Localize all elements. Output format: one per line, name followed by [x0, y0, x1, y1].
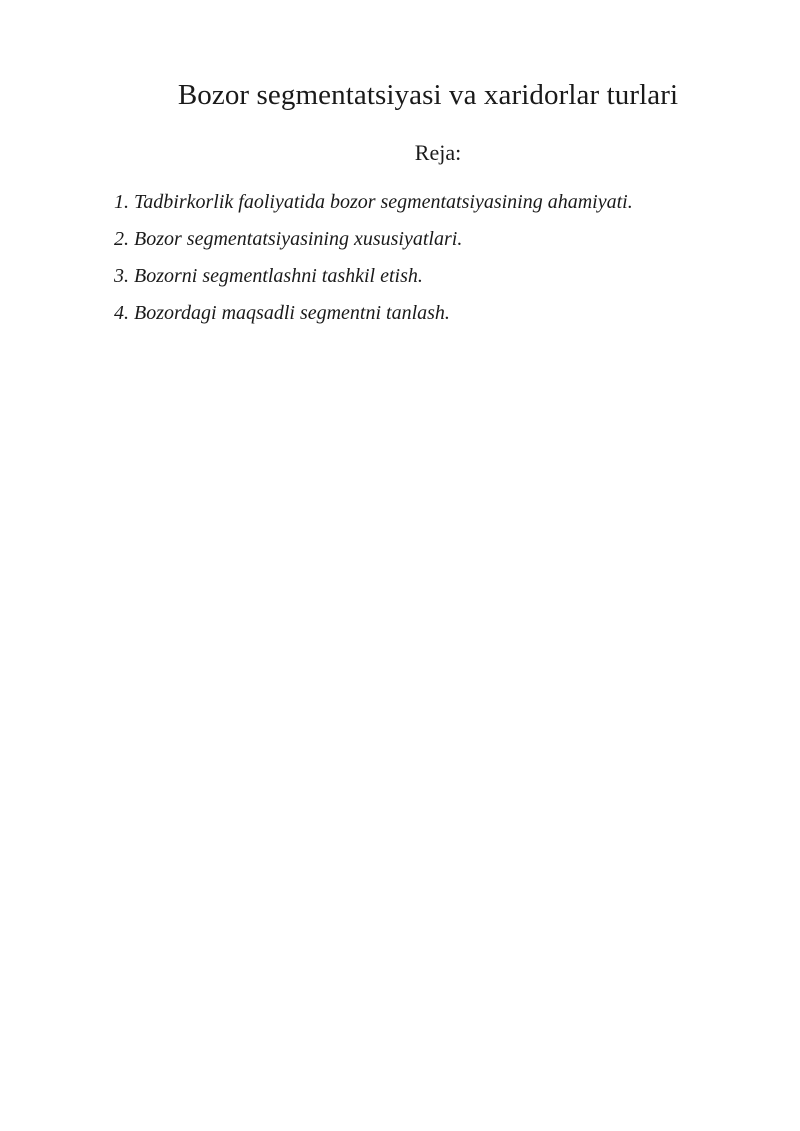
document-title: Bozor segmentatsiyasi va xaridorlar turlari: [177, 79, 679, 111]
plan-item-4: 4. Bozordagi maqsadli segmentni tanlash.: [114, 302, 450, 324]
plan-heading: Reja:: [414, 140, 462, 165]
plan-item-3: 3. Bozorni segmentlashni tashkil etish.: [114, 265, 423, 287]
plan-item-2: 2. Bozor segmentatsiyasining xususiyatlari.: [114, 228, 463, 250]
plan-list: [114, 188, 633, 336]
plan-item-1: 1. Tadbirkorlik faoliyatida bozor segmentatsiyasining ahamiyati.: [114, 191, 633, 213]
